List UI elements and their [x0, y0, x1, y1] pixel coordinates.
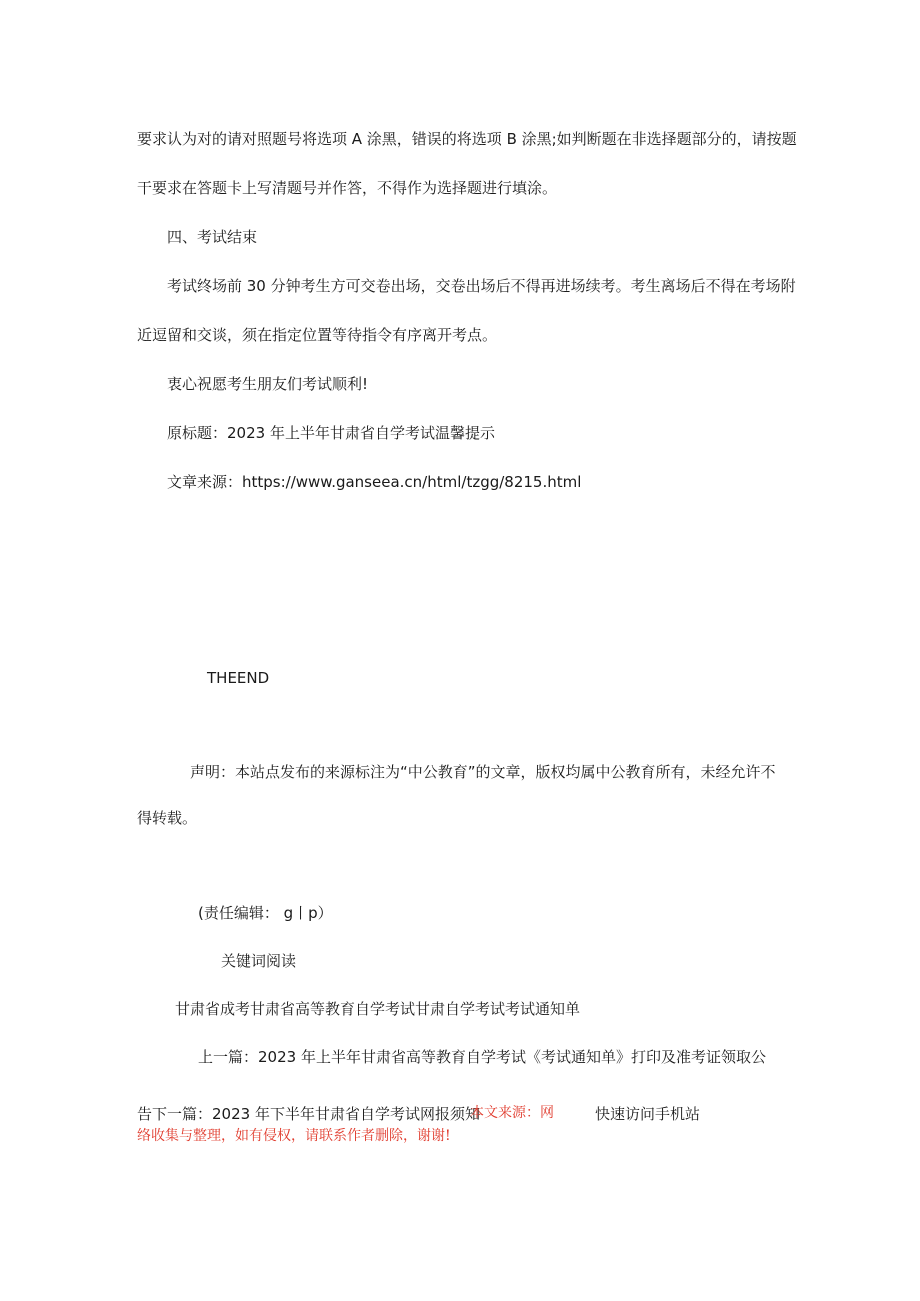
keywords-heading: 关键词阅读 [221, 952, 297, 970]
keywords-list[interactable]: 甘肃省成考甘肃省高等教育自学考试甘肃自学考试考试通知单 [175, 1000, 581, 1018]
body-text-line: 近逗留和交谈，须在指定位置等待指令有序离开考点。 [137, 326, 498, 344]
mobile-site-link[interactable]: 快速访问手机站 [595, 1105, 701, 1123]
disclaimer-line: 声明：本站点发布的来源标注为“中公教育”的文章，版权均属中公教育所有，未经允许不 [190, 763, 776, 781]
source-note-line: 本文来源：网 [470, 1105, 554, 1121]
wishes-text: 衷心祝愿考生朋友们考试顺利! [167, 375, 369, 393]
the-end-marker: THEEND [207, 669, 270, 687]
disclaimer-line: 得转载。 [137, 809, 198, 827]
article-source[interactable]: 文章来源：https://www.ganseea.cn/html/tzgg/8215.html [167, 473, 582, 491]
responsible-editor: (责任编辑： g丨p） [198, 904, 333, 922]
body-text-line: 干要求在答题卡上写清题号并作答，不得作为选择题进行填涂。 [137, 179, 558, 197]
next-article-link[interactable]: 告下一篇：2023 年下半年甘肃省自学考试网报须知 [137, 1105, 480, 1123]
original-title: 原标题：2023 年上半年甘肃省自学考试温馨提示 [167, 424, 495, 442]
body-text-line: 要求认为对的请对照题号将选项 A 涂黑，错误的将选项 B 涂黑;如判断题在非选择题部分的，请按题 [137, 130, 797, 148]
section-heading: 四、考试结束 [167, 228, 258, 246]
source-note-line: 络收集与整理，如有侵权，请联系作者删除，谢谢! [137, 1128, 451, 1144]
body-text-line: 考试终场前 30 分钟考生方可交卷出场，交卷出场后不得再进场续考。考生离场后不得在考场附 [167, 277, 796, 295]
previous-article-link[interactable]: 上一篇：2023 年上半年甘肃省高等教育自学考试《考试通知单》打印及准考证领取公 [198, 1048, 766, 1066]
